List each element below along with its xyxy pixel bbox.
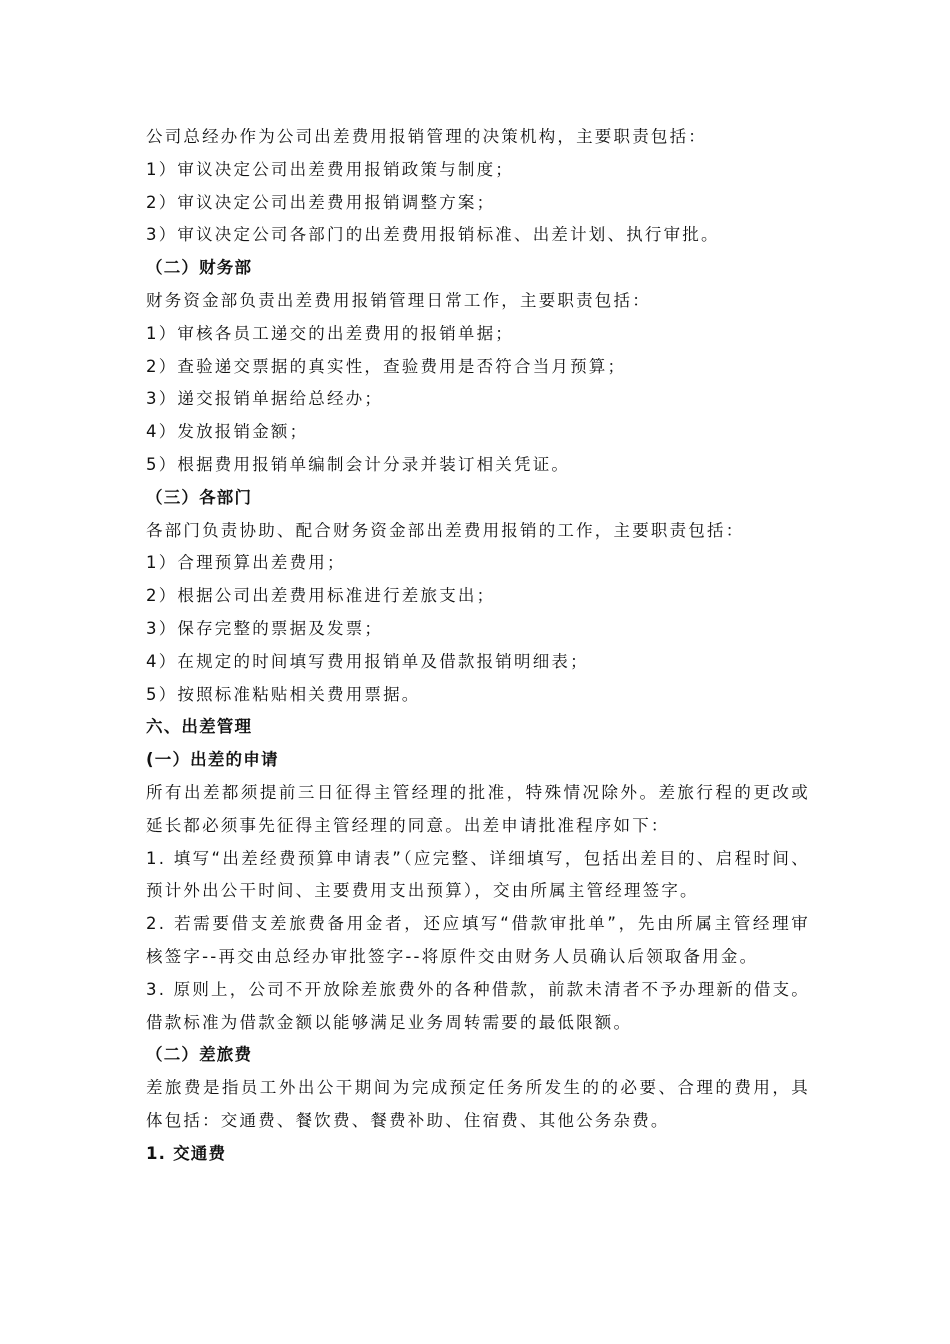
- list-item: 1）审议决定公司出差费用报销政策与制度；: [146, 159, 514, 179]
- paragraph-gm-office-duties: 公司总经办作为公司出差费用报销管理的决策机构，主要职责包括：: [146, 127, 707, 146]
- list-item: 5）根据费用报销单编制会计分录并装订相关凭证。: [146, 454, 571, 474]
- numbered-paragraph: 1. 填写“出差经费预算申请表”（应完整、详细填写，包括出差目的、启程时间、预计外出公干时间、主要费用支出预算），交由所属主管经理签字。: [146, 848, 810, 901]
- document-body: [146, 121, 810, 1171]
- list-item: 1）审核各员工递交的出差费用的报销单据；: [146, 323, 514, 343]
- subheading-transport-costs: 1. 交通费: [146, 1143, 227, 1163]
- section-heading-finance: （二）财务部: [146, 258, 253, 278]
- list-item: 3）递交报销单据给总经办；: [146, 389, 384, 409]
- list-item: 2）根据公司出差费用标准进行差旅支出；: [146, 586, 496, 606]
- paragraph-travel-application: 所有出差都须提前三日征得主管经理的批准，特殊情况除外。差旅行程的更改或延长都必须事先征得主管经理的同意。出差申请批准程序如下：: [146, 782, 810, 835]
- list-item: 1）合理预算出差费用；: [146, 553, 346, 573]
- list-item: 2）查验递交票据的真实性，查验费用是否符合当月预算；: [146, 356, 627, 376]
- list-item: 5）按照标准粘贴相关费用票据。: [146, 684, 421, 704]
- list-item: 4）在规定的时间填写费用报销单及借款报销明细表；: [146, 651, 589, 671]
- section-heading-travel-expenses: （二）差旅费: [146, 1045, 253, 1065]
- section-heading-departments: （三）各部门: [146, 487, 253, 507]
- numbered-paragraph: 2. 若需要借支差旅费备用金者，还应填写“借款审批单”，先由所属主管经理审核签字--再交由总经办审批签字--将原件交由财务人员确认后领取备用金。: [146, 914, 810, 966]
- list-item: 2）审议决定公司出差费用报销调整方案；: [146, 192, 496, 212]
- chapter-heading-travel-management: 六、出差管理: [146, 717, 253, 737]
- numbered-paragraph: 3. 原则上，公司不开放除差旅费外的各种借款，前款未清者不予办理新的借支。借款标准为借款金额以能够满足业务周转需要的最低限额。: [146, 979, 810, 1032]
- list-item: 4）发放报销金额；: [146, 422, 309, 442]
- section-heading-travel-application: (一）出差的申请: [146, 750, 279, 770]
- paragraph-travel-expenses: 差旅费是指员工外出公干期间为完成预定任务所发生的的必要、合理的费用，具体包括：交通费、餐饮费、餐费补助、住宿费、其他公务杂费。: [146, 1078, 810, 1130]
- paragraph-departments-duties: 各部门负责协助、配合财务资金部出差费用报销的工作，主要职责包括：: [146, 520, 745, 540]
- paragraph-finance-duties: 财务资金部负责出差费用报销管理日常工作，主要职责包括：: [146, 290, 651, 310]
- list-item: 3）审议决定公司各部门的出差费用报销标准、出差计划、执行审批。: [146, 225, 720, 245]
- list-item: 3）保存完整的票据及发票；: [146, 618, 384, 638]
